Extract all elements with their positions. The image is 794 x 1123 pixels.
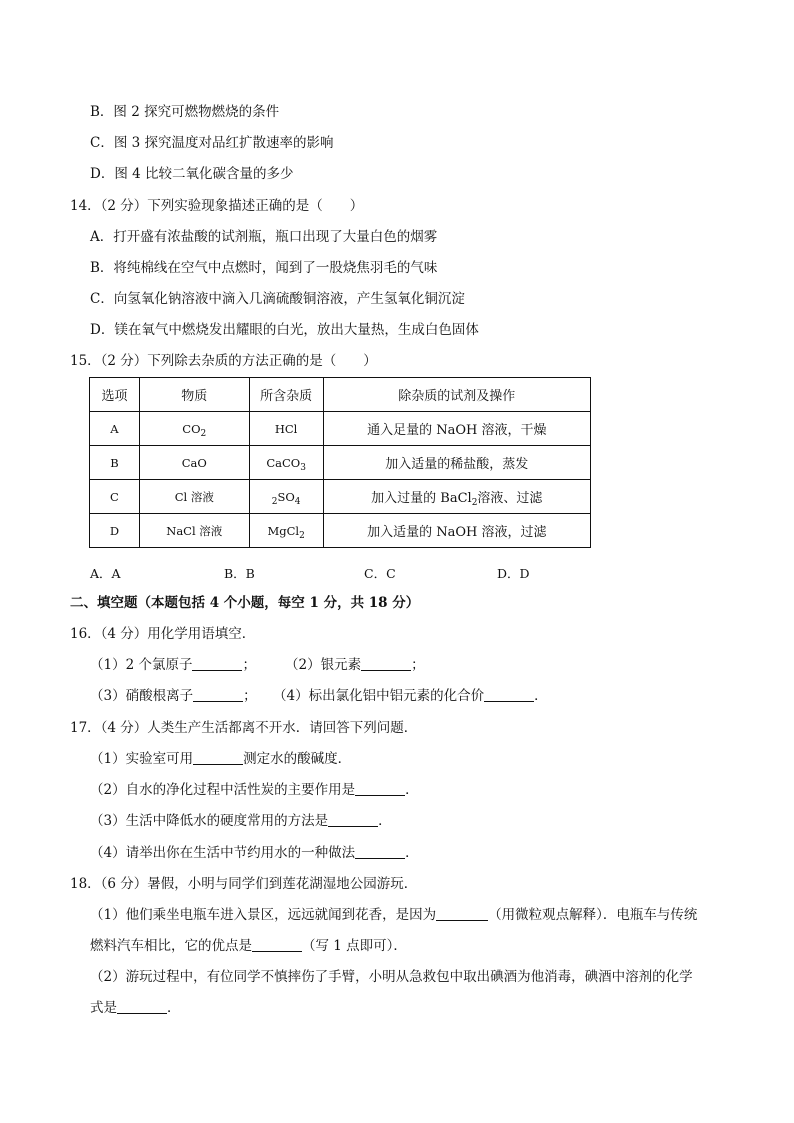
q16-part-1: （1）2 个氯原子 ； <box>90 657 256 673</box>
q13-option-d: D．图 4 比较二氧化碳含量的多少 <box>90 166 294 182</box>
header-impurity: 所含杂质 <box>249 378 323 412</box>
q16-stem: 16．（4 分）用化学用语填空． <box>70 626 256 642</box>
q15-choice-d: D．D <box>497 566 530 581</box>
row-option: B <box>90 446 140 480</box>
answer-blank[interactable] <box>361 656 411 671</box>
q14-option-a: A．打开盛有浓盐酸的试剂瓶，瓶口出现了大量白色的烟雾 <box>90 229 438 245</box>
q17-part-4: （4）请举出你在生活中节约用水的一种做法 ． <box>90 845 419 861</box>
q17-stem: 17．（4 分）人类生产生活都离不开水．请回答下列问题． <box>70 720 418 736</box>
answer-blank[interactable] <box>193 750 243 765</box>
q14-option-d: D．镁在氧气中燃烧发出耀眼的白光，放出大量热，生成白色固体 <box>90 322 479 338</box>
q18-part-2-line-2: 式是 ． <box>90 1000 181 1016</box>
q17-part-3: （3）生活中降低水的硬度常用的方法是 ． <box>90 813 392 829</box>
q15-choice-c: C．C <box>364 566 396 581</box>
q16-part-3: （3）硝酸根离子 ； <box>90 688 257 704</box>
answer-blank[interactable] <box>193 687 243 702</box>
q15-stem: 15．（2 分）下列除去杂质的方法正确的是（ ） <box>70 353 377 369</box>
q15-choice-b: B．B <box>224 566 255 581</box>
row-substance: CaO <box>139 446 249 480</box>
row-substance: Cl 溶液 <box>139 480 249 514</box>
section-title: 二、填空题（本题包括 4 个小题，每空 1 分，共 18 分） <box>70 595 420 611</box>
q14-option-c: C．向氢氧化钠溶液中滴入几滴硫酸铜溶液，产生氢氧化铜沉淀 <box>90 291 465 307</box>
answer-blank[interactable] <box>484 687 534 702</box>
table-row <box>90 446 591 480</box>
header-option: 选项 <box>90 378 140 412</box>
table-row <box>90 412 591 446</box>
row-option: D <box>90 514 140 548</box>
row-method: 加入适量的 NaOH 溶液，过滤 <box>323 514 590 548</box>
row-impurity: MgCl$_2$ <box>249 514 323 548</box>
q18-part-1-line-2: 燃料汽车相比，它的优点是 （写 1 点即可）． <box>90 938 407 954</box>
row-substance: $CO_2$ <box>139 412 249 446</box>
header-method: 除杂质的试剂及操作 <box>323 378 590 412</box>
q18-part-2-line-1: （2）游玩过程中，有位同学不慎摔伤了手臂，小明从急救包中取出碘酒为他消毒，碘酒中溶剂的化学 <box>90 969 693 985</box>
row-impurity: $_2SO_4$ <box>249 480 323 514</box>
q18-stem: 18．（6 分）暑假，小明与同学们到莲花湖湿地公园游玩． <box>70 876 418 892</box>
row-method: 加入过量的 BaCl$_2$溶液、过滤 <box>323 480 590 514</box>
q13-option-c: C．图 3 探究温度对品红扩散速率的影响 <box>90 135 334 151</box>
header-substance: 物质 <box>139 378 249 412</box>
table-header-row <box>90 378 591 412</box>
q16-part-4: （4）标出氯化铝中铝元素的化合价 ． <box>273 688 548 704</box>
q13-option-b: B．图 2 探究可燃物燃烧的条件 <box>90 104 280 120</box>
row-substance: NaCl 溶液 <box>139 514 249 548</box>
table-row <box>90 514 591 548</box>
answer-blank[interactable] <box>355 781 405 796</box>
row-option: A <box>90 412 140 446</box>
row-option: C <box>90 480 140 514</box>
row-impurity: CaCO$_3$ <box>249 446 323 480</box>
row-impurity: HCl <box>249 412 323 446</box>
table-row <box>90 480 591 514</box>
q16-part-2: （2）银元素 ； <box>285 657 425 673</box>
answer-blank[interactable] <box>252 937 302 952</box>
answer-blank[interactable] <box>117 999 167 1014</box>
q15-choice-a: A．A <box>90 566 121 581</box>
answer-blank[interactable] <box>192 656 242 671</box>
row-method: 通入足量的 NaOH 溶液，干燥 <box>323 412 590 446</box>
q17-part-1: （1）实验室可用 测定水的酸碱度． <box>90 751 352 767</box>
row-method: 加入适量的稀盐酸，蒸发 <box>323 446 590 480</box>
q17-part-2: （2）自水的净化过程中活性炭的主要作用是 ． <box>90 782 419 798</box>
q14-stem: 14．（2 分）下列实验现象描述正确的是（ ） <box>70 198 364 214</box>
answer-blank[interactable] <box>355 844 405 859</box>
q14-option-b: B．将纯棉线在空气中点燃时，闻到了一股烧焦羽毛的气味 <box>90 260 438 276</box>
q15-table <box>89 377 591 548</box>
answer-blank[interactable] <box>436 906 488 921</box>
q18-part-1-line-1: （1）他们乘坐电瓶车进入景区，远远就闻到花香，是因为 （用微粒观点解释）．电瓶车与传统 <box>90 907 698 923</box>
answer-blank[interactable] <box>328 812 378 827</box>
